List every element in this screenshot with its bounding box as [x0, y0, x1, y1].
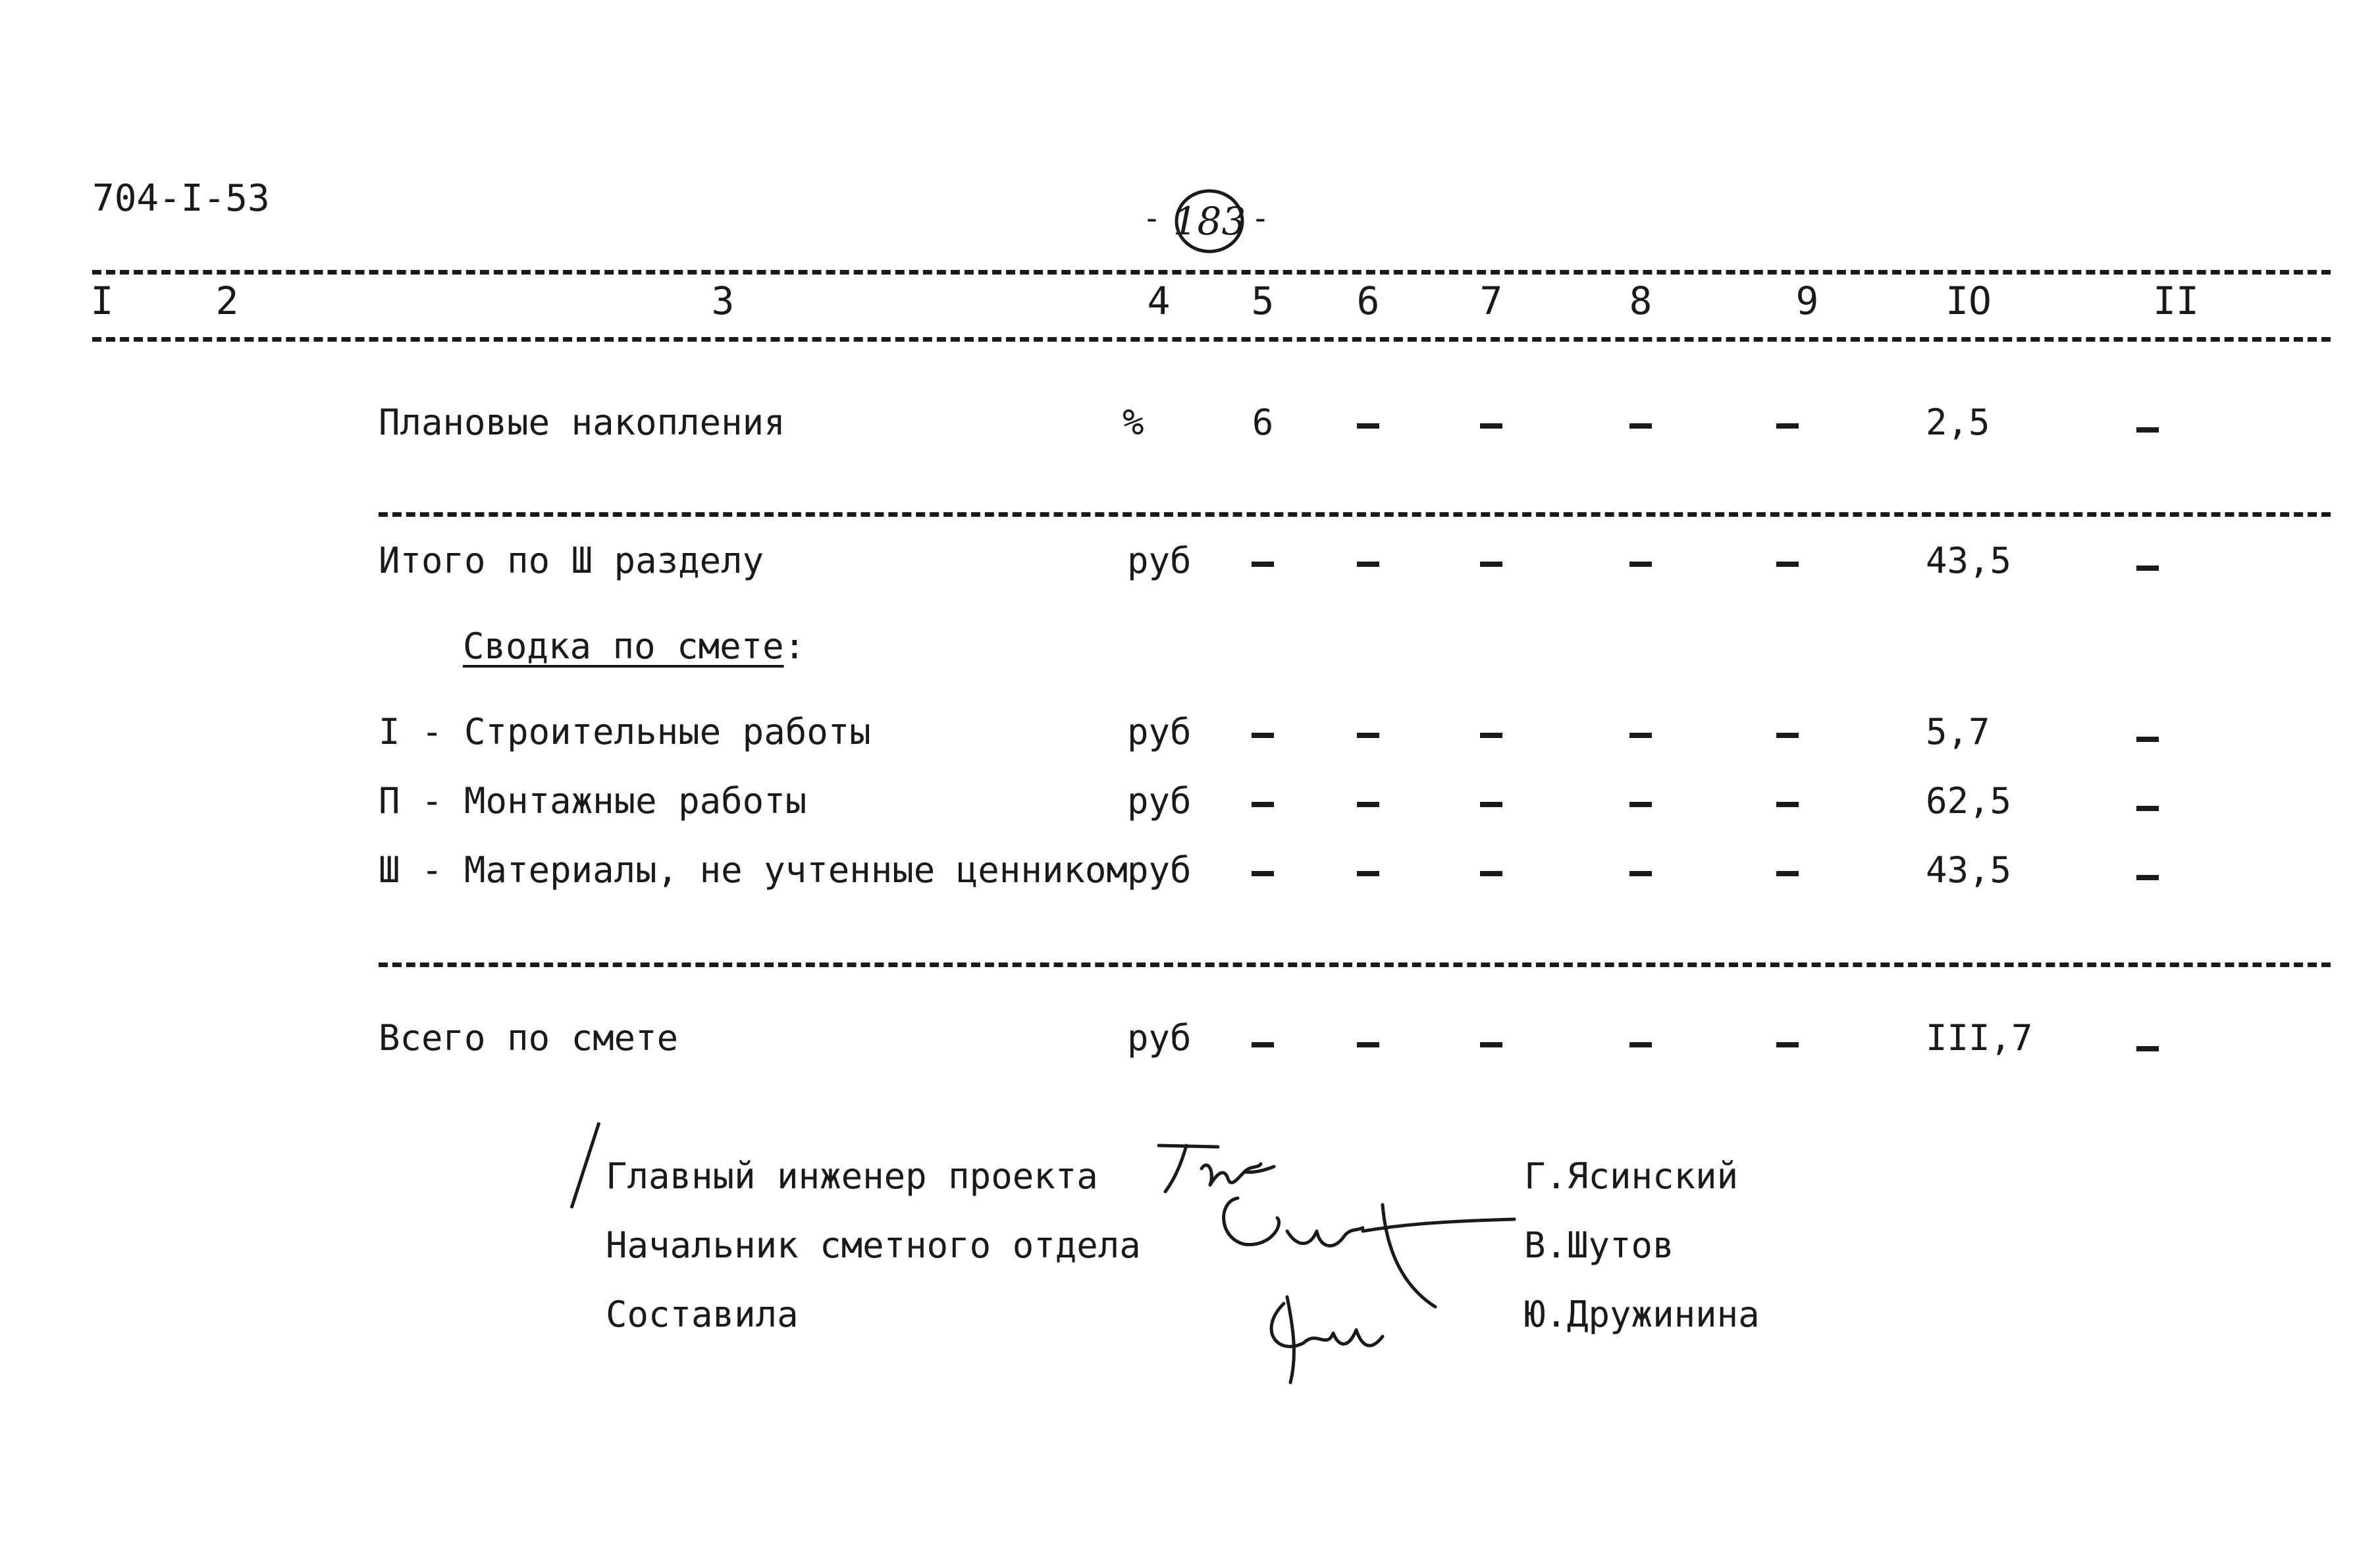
handwritten-signatures — [1146, 1132, 1606, 1396]
row-value-col10: 5,7 — [1926, 711, 1990, 752]
document-code: 704-I-53 — [92, 177, 270, 220]
summary-heading-text: Сводка по смете — [463, 625, 784, 667]
row-value-col10: 62,5 — [1926, 780, 2012, 822]
signature-role-estimate-head: Начальник сметного отдела — [606, 1225, 1141, 1266]
empty-cell-dash — [1252, 802, 1274, 807]
page-number: 183 — [1173, 199, 1246, 244]
row-label: Итого по Ш разделу — [379, 540, 764, 581]
empty-cell-dash — [1357, 423, 1379, 429]
page-number-dash-left: - — [1142, 200, 1161, 237]
column-number-7: 7 — [1479, 278, 1503, 323]
empty-cell-dash — [1776, 1042, 1799, 1047]
row-unit: руб — [1127, 540, 1192, 581]
empty-cell-dash — [2136, 427, 2159, 433]
page-number-circle — [1169, 183, 1254, 262]
empty-cell-dash — [1480, 733, 1502, 738]
row-unit: руб — [1127, 780, 1192, 822]
empty-cell-dash — [1629, 562, 1652, 567]
empty-cell-dash — [2136, 806, 2159, 811]
margin-mark — [566, 1119, 606, 1211]
empty-cell-dash — [2136, 875, 2159, 880]
empty-cell-dash — [1480, 1042, 1502, 1047]
empty-cell-dash — [2136, 737, 2159, 742]
empty-cell-dash — [1357, 733, 1379, 738]
empty-cell-dash — [2136, 566, 2159, 571]
row-label: I - Строительные работы — [379, 711, 871, 752]
column-number-3: 3 — [711, 278, 735, 323]
empty-cell-dash — [1357, 562, 1379, 567]
row-unit: % — [1123, 402, 1144, 443]
row-label: Плановые накопления — [379, 402, 785, 443]
empty-cell-dash — [1776, 423, 1799, 429]
row-unit: руб — [1127, 1017, 1192, 1059]
empty-cell-dash — [1252, 1042, 1274, 1047]
row-unit: руб — [1127, 849, 1192, 891]
page-number-dash-right: - — [1251, 200, 1270, 237]
row-label: Ш - Материалы, не учтенные ценником — [379, 849, 1128, 891]
column-number-9: 9 — [1795, 278, 1819, 323]
empty-cell-dash — [1776, 562, 1799, 567]
signature-name-estimate-head: В.Шутов — [1524, 1225, 1674, 1266]
column-number-8: 8 — [1629, 278, 1653, 323]
empty-cell-dash — [1776, 733, 1799, 738]
section-rule-2 — [379, 962, 2331, 967]
row-value-col10: 43,5 — [1926, 849, 2012, 891]
signature-role-chief-engineer: Главный инженер проекта — [606, 1155, 1098, 1197]
column-number-2: 2 — [215, 278, 239, 323]
empty-cell-dash — [1480, 562, 1502, 567]
empty-cell-dash — [1776, 802, 1799, 807]
empty-cell-dash — [1357, 871, 1379, 876]
section-rule-1 — [379, 512, 2331, 517]
row-value-col10: 2,5 — [1926, 402, 1990, 443]
row-value-col10: 43,5 — [1926, 540, 2012, 581]
empty-cell-dash — [2136, 1046, 2159, 1051]
empty-cell-dash — [1252, 733, 1274, 738]
summary-heading — [463, 625, 805, 668]
empty-cell-dash — [1629, 733, 1652, 738]
row-label: П - Монтажные работы — [379, 780, 807, 822]
column-number-10: IO — [1945, 278, 1992, 323]
signature-role-compiler: Составила — [606, 1294, 799, 1335]
row-value-col10: III,7 — [1926, 1017, 2033, 1059]
column-number-11: II — [2153, 278, 2199, 323]
empty-cell-dash — [1629, 802, 1652, 807]
header-bottom-rule — [92, 337, 2331, 342]
row-value-col5: 6 — [1252, 402, 1274, 443]
empty-cell-dash — [1480, 871, 1502, 876]
empty-cell-dash — [1357, 802, 1379, 807]
empty-cell-dash — [1480, 423, 1502, 429]
empty-cell-dash — [1252, 562, 1274, 567]
empty-cell-dash — [1480, 802, 1502, 807]
row-label: Всего по смете — [379, 1017, 679, 1059]
column-number-1: I — [90, 278, 114, 323]
empty-cell-dash — [1629, 1042, 1652, 1047]
header-top-rule — [92, 270, 2331, 275]
column-number-5: 5 — [1251, 278, 1275, 323]
empty-cell-dash — [1629, 871, 1652, 876]
empty-cell-dash — [1776, 871, 1799, 876]
empty-cell-dash — [1357, 1042, 1379, 1047]
row-unit: руб — [1127, 711, 1192, 752]
empty-cell-dash — [1629, 423, 1652, 429]
signature-name-chief-engineer: Г.Ясинский — [1524, 1155, 1739, 1197]
empty-cell-dash — [1252, 871, 1274, 876]
signature-name-compiler: Ю.Дружинина — [1524, 1294, 1760, 1335]
column-number-6: 6 — [1356, 278, 1380, 323]
column-number-4: 4 — [1147, 278, 1171, 323]
summary-heading-colon: : — [783, 625, 806, 667]
